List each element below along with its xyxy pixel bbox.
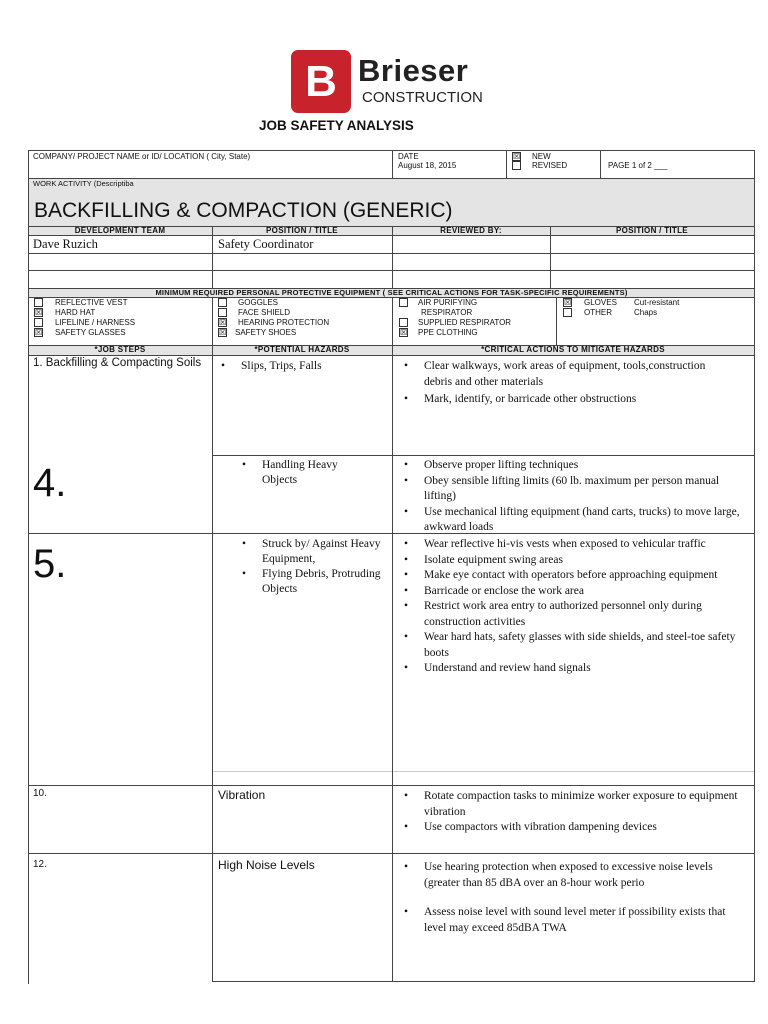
- hazard-item[interactable]: • Slips, Trips, Falls: [213, 359, 383, 374]
- reflective-vest-label: REFLECTIVE VEST: [55, 298, 128, 307]
- job-step-10[interactable]: 10.: [33, 788, 47, 799]
- other-checkbox[interactable]: [563, 308, 572, 317]
- action-item[interactable]: • Use hearing protection when exposed to excessive noise levels (greater than 85 dBA over an 8-hour work perio: [396, 860, 742, 891]
- lifeline-harness-checkbox[interactable]: [34, 318, 43, 327]
- supplied-respirator-label: SUPPLIED RESPIRATOR: [418, 318, 512, 327]
- team-member-name[interactable]: Dave Ruzich: [33, 237, 98, 251]
- safety-glasses-checkbox[interactable]: ☒: [35, 328, 43, 337]
- work-activity-label: WORK ACTIVITY (Descriptiba: [33, 179, 134, 188]
- action-item[interactable]: • Assess noise level with sound level meter if possibility exists that level may exceed 85dBA TWA: [396, 905, 742, 936]
- position-title-header-2: POSITION / TITLE: [616, 226, 688, 235]
- development-team-header: DEVELOPMENT TEAM: [74, 226, 166, 235]
- date-label: DATE: [398, 152, 419, 161]
- reflective-vest-checkbox[interactable]: [34, 298, 43, 307]
- revised-checkbox[interactable]: [512, 161, 521, 170]
- action-item[interactable]: • Rotate compaction tasks to minimize worker exposure to equipment vibration: [396, 789, 742, 820]
- hazards-list-3: [234, 537, 384, 597]
- air-purifying-label: AIR PURIFYING: [418, 298, 478, 307]
- goggles-label: GOGGLES: [238, 298, 279, 307]
- new-label: NEW: [532, 152, 551, 161]
- job-step-12[interactable]: 12.: [33, 859, 47, 870]
- action-item[interactable]: • Clear walkways, work areas of equipment, tools,construction debris and other materials: [396, 359, 736, 390]
- hazard-item[interactable]: • Struck by/ Against Heavy Equipment,: [234, 537, 384, 567]
- face-shield-label: FACE SHIELD: [238, 308, 291, 317]
- team-member-title[interactable]: Safety Coordinator: [218, 237, 314, 251]
- job-steps-header: *JOB STEPS: [94, 345, 146, 354]
- action-item[interactable]: • Restrict work area entry to authorized personnel only during construction activities: [396, 599, 742, 630]
- other-note[interactable]: Chaps: [634, 308, 658, 317]
- actions-list-1: [396, 359, 736, 408]
- action-item[interactable]: • Wear hard hats, safety glasses with side shields, and steel-toe safety boots: [396, 630, 742, 661]
- reviewed-by-header: REVIEWED BY:: [440, 226, 502, 235]
- safety-glasses-label: SAFETY GLASSES: [55, 328, 126, 337]
- ppe-clothing-checkbox[interactable]: ☒: [400, 328, 408, 337]
- face-shield-checkbox[interactable]: [218, 308, 227, 317]
- page-number: PAGE 1 of 2 ___: [608, 161, 668, 170]
- hard-hat-checkbox[interactable]: ☒: [35, 308, 43, 317]
- ppe-heading: MINIMUM REQUIRED PERSONAL PROTECTIVE EQUIPMENT ( SEE CRITICAL ACTIONS FOR TASK-SPECIFIC REQUIREMENTS): [155, 288, 628, 297]
- new-checkbox[interactable]: ☒: [513, 152, 521, 161]
- company-project-label: COMPANY/ PROJECT NAME or ID/ LOCATION ( City, State): [33, 152, 251, 161]
- job-step-4[interactable]: 4.: [33, 461, 67, 505]
- hard-hat-label: HARD HAT: [55, 308, 96, 317]
- hazards-list-2: [234, 458, 356, 488]
- action-item[interactable]: • Isolate equipment swing areas: [396, 553, 742, 569]
- safety-shoes-label: SAFETY SHOES: [235, 328, 297, 337]
- hazards-list-1: [213, 359, 383, 374]
- action-item[interactable]: • Use compactors with vibration dampening devices: [396, 820, 742, 836]
- action-item[interactable]: • Understand and review hand signals: [396, 661, 742, 677]
- job-step-5[interactable]: 5.: [33, 542, 67, 586]
- hearing-protection-label: HEARING PROTECTION: [238, 318, 330, 327]
- action-item[interactable]: • Obey sensible lifting limits (60 lb. maximum per person manual lifting): [396, 474, 742, 505]
- logo-brand: Brieser: [358, 53, 469, 88]
- hazard-item[interactable]: • Handling Heavy Objects: [234, 458, 356, 488]
- safety-shoes-checkbox[interactable]: ☒: [219, 328, 227, 337]
- action-item[interactable]: • Make eye contact with operators before approaching equipment: [396, 568, 742, 584]
- actions-list-3: [396, 537, 742, 677]
- gloves-checkbox[interactable]: ☒: [564, 298, 572, 307]
- actions-list-4: [396, 789, 742, 836]
- air-purifying-respirator-checkbox[interactable]: [399, 298, 408, 307]
- hazard-noise[interactable]: High Noise Levels: [218, 858, 315, 872]
- logo-letter: B: [305, 57, 337, 106]
- logo-mark: [291, 50, 351, 113]
- hazard-item[interactable]: • Flying Debris, Protruding Objects: [234, 567, 384, 597]
- respirator-label: RESPIRATOR: [421, 308, 473, 317]
- position-title-header: POSITION / TITLE: [266, 226, 338, 235]
- critical-actions-header: *CRITICAL ACTIONS TO MITIGATE HAZARDS: [481, 345, 665, 354]
- goggles-checkbox[interactable]: [218, 298, 227, 307]
- work-activity-value[interactable]: BACKFILLING & COMPACTION (GENERIC): [34, 199, 453, 222]
- supplied-respirator-checkbox[interactable]: [399, 318, 408, 327]
- logo-sub: CONSTRUCTION: [362, 89, 483, 106]
- lifeline-harness-label: LIFELINE / HARNESS: [55, 318, 136, 327]
- action-item[interactable]: • Wear reflective hi-vis vests when exposed to vehicular traffic: [396, 537, 742, 553]
- other-label: OTHER: [584, 308, 612, 317]
- revised-label: REVISED: [532, 161, 568, 170]
- date-value[interactable]: August 18, 2015: [398, 161, 457, 170]
- action-item[interactable]: • Use mechanical lifting equipment (hand carts, trucks) to move large, awkward loads: [396, 505, 742, 536]
- ppe-clothing-label: PPE CLOTHING: [418, 328, 478, 337]
- gloves-label: GLOVES: [584, 298, 617, 307]
- actions-list-2: [396, 458, 742, 536]
- action-item[interactable]: • Mark, identify, or barricade other obstructions: [396, 392, 736, 408]
- potential-hazards-header: *POTENTIAL HAZARDS: [254, 345, 350, 354]
- gloves-note[interactable]: Cut-resistant: [634, 298, 680, 307]
- hazard-vibration[interactable]: Vibration: [218, 788, 266, 802]
- action-item[interactable]: • Observe proper lifting techniques: [396, 458, 742, 474]
- action-item[interactable]: • Barricade or enclose the work area: [396, 584, 742, 600]
- job-step-1[interactable]: 1. Backfilling & Compacting Soils: [33, 357, 202, 369]
- document-title: JOB SAFETY ANALYSIS: [259, 118, 414, 133]
- actions-list-5: [396, 860, 742, 936]
- hearing-protection-checkbox[interactable]: ☒: [219, 318, 227, 327]
